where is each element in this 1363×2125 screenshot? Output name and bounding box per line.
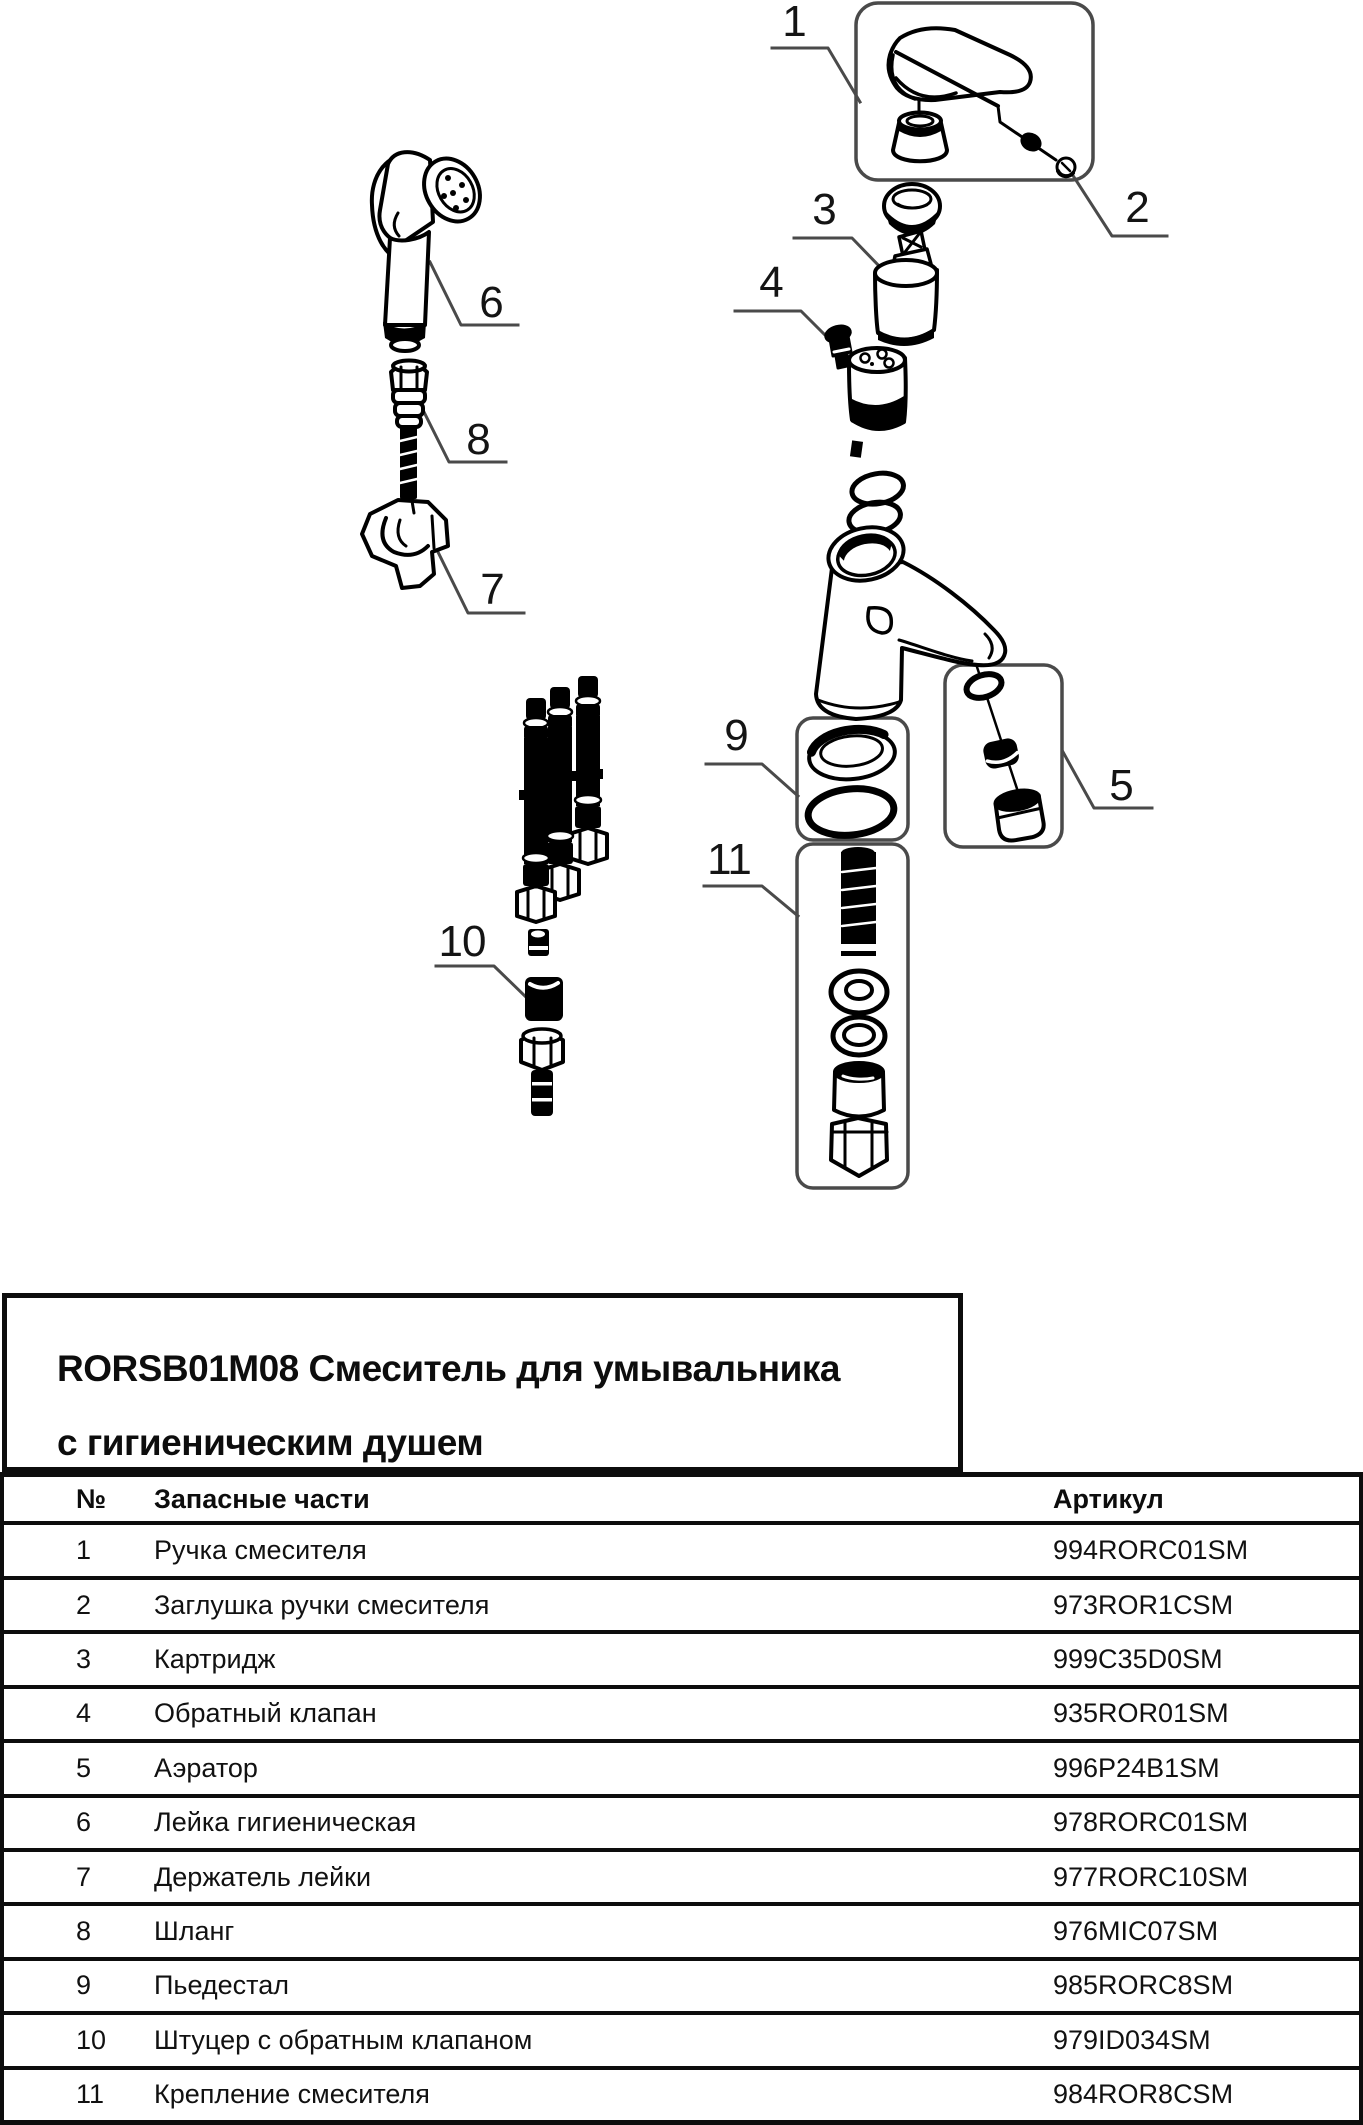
part-check-valve-drawing	[825, 324, 852, 368]
table-row	[4, 1902, 1359, 1956]
title-line-2: с гигиеническим душем	[57, 1422, 484, 1463]
part-fitting-drawing	[521, 929, 563, 1116]
header-sku: Артикул	[1053, 1483, 1164, 1514]
supply-hoses-drawing	[517, 676, 607, 922]
row-sku: 996P24B1SM	[1053, 1752, 1220, 1783]
faucet-body-drawing	[816, 521, 1005, 734]
row-name: Заглушка ручки смесителя	[154, 1589, 490, 1620]
row-name: Ручка смесителя	[154, 1535, 367, 1566]
row-num: 4	[76, 1698, 92, 1729]
callout-label-5: 5	[1109, 761, 1133, 810]
row-sku: 979ID034SM	[1053, 2024, 1211, 2055]
callout-label-1: 1	[782, 0, 806, 46]
title-box	[2, 1293, 963, 1472]
row-num: 9	[76, 1970, 92, 2001]
table-row	[4, 1794, 1359, 1848]
part-pedestal-drawing	[806, 725, 897, 839]
row-num: 1	[76, 1535, 92, 1566]
row-num: 5	[76, 1752, 92, 1783]
row-name: Картридж	[154, 1644, 276, 1674]
row-num: 11	[76, 2079, 105, 2110]
callout-label-4: 4	[759, 258, 783, 307]
page-title	[7, 1298, 958, 1480]
callout-label-3: 3	[812, 185, 836, 234]
table-row	[4, 1848, 1359, 1902]
row-sku: 935ROR01SM	[1053, 1698, 1229, 1729]
row-sku: 999C35D0SM	[1053, 1644, 1223, 1674]
part-holder-drawing	[362, 500, 448, 588]
part-aerator-drawing	[963, 670, 1045, 843]
table-row	[4, 2011, 1359, 2065]
row-num: 6	[76, 1807, 92, 1838]
part-handle-drawing	[889, 28, 1075, 176]
row-name: Лейка гигиеническая	[154, 1807, 417, 1838]
row-sku: 976MIC07SM	[1053, 1916, 1219, 1947]
row-name: Штуцер с обратным клапаном	[154, 2024, 533, 2055]
row-num: 10	[76, 2024, 107, 2055]
callout-label-11: 11	[707, 835, 751, 884]
row-num: 3	[76, 1644, 92, 1674]
table-row	[4, 1957, 1359, 2011]
callout-label-2: 2	[1125, 183, 1149, 232]
row-sku: 994RORC01SM	[1053, 1535, 1249, 1566]
title-line-1: RORSB01M08 Смеситель для умывальника	[57, 1348, 840, 1389]
part-mounting-drawing	[831, 847, 887, 1176]
callout-label-7: 7	[480, 565, 504, 614]
table-row	[4, 1685, 1359, 1739]
part-cartridge-drawing	[849, 184, 940, 458]
callout-label-10: 10	[438, 917, 486, 966]
callout-label-8: 8	[466, 415, 490, 464]
callout-label-6: 6	[479, 278, 503, 327]
row-name: Обратный клапан	[154, 1698, 377, 1729]
row-name: Крепление смесителя	[154, 2079, 430, 2110]
row-name: Пьедестал	[154, 1970, 289, 2001]
row-name: Держатель лейки	[154, 1861, 372, 1892]
row-name: Аэратор	[154, 1752, 258, 1783]
parts-table	[0, 1472, 1363, 2125]
table-row	[4, 1576, 1359, 1630]
table-row	[4, 1739, 1359, 1793]
row-num: 2	[76, 1589, 92, 1620]
table-row	[4, 1521, 1359, 1575]
row-name: Шланг	[154, 1916, 235, 1947]
callout-label-9: 9	[724, 711, 748, 760]
header-num: №	[76, 1483, 107, 1514]
table-row	[4, 2066, 1359, 2120]
row-sku: 978RORC01SM	[1053, 1807, 1249, 1838]
header-parts: Запасные части	[154, 1483, 370, 1514]
row-sku: 973ROR1CSM	[1053, 1589, 1234, 1620]
row-sku: 977RORC10SM	[1053, 1861, 1249, 1892]
row-sku: 985RORC8SM	[1053, 1970, 1234, 2001]
row-num: 8	[76, 1916, 92, 1947]
table-row	[4, 1630, 1359, 1684]
row-num: 7	[76, 1861, 92, 1892]
row-sku: 984ROR8CSM	[1053, 2079, 1234, 2110]
part-hose-drawing	[391, 361, 427, 507]
table-header-row	[4, 1477, 1359, 1521]
